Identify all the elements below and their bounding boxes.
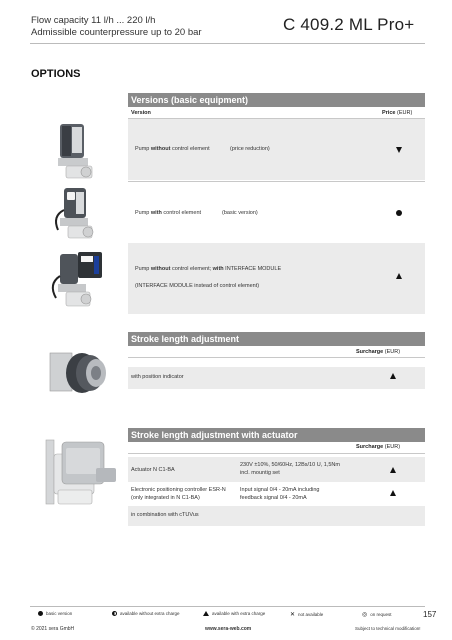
legend-label: basic version — [46, 611, 73, 616]
triangle-up-icon — [396, 273, 404, 281]
actuator-row-2-label-line2: (only integrated in N C1-BA) — [131, 495, 200, 501]
actuator-section-title: Stroke length adjustment with actuator — [128, 428, 425, 442]
header-rule — [30, 43, 425, 44]
stroke-col-surcharge-unit: (EUR) — [384, 349, 401, 355]
stroke-row-1-label: with position indicator — [131, 374, 184, 380]
pump-with-control-image — [44, 184, 110, 244]
actuator-col-surcharge-label: Surcharge — [356, 444, 384, 450]
legend-label: available with extra charge — [212, 611, 266, 616]
versions-section-title: Versions (basic equipment) — [128, 93, 425, 107]
actuator-row-1-desc-line2: incl. mountig set — [240, 470, 280, 476]
header-model-name: C 409.2 ML Pro+ — [283, 15, 415, 34]
triangle-down-icon — [396, 147, 404, 155]
subject-to-modification: Subject to technical modification! — [355, 626, 421, 631]
triangle-up-icon — [203, 611, 209, 616]
versions-row-2-label: Pump with control element — [135, 210, 202, 216]
actuator-image — [40, 432, 124, 512]
options-heading: OPTIONS — [31, 68, 81, 80]
triangle-up-icon — [390, 467, 398, 475]
versions-col-price-label: Price — [382, 110, 396, 116]
versions-col-version-label: Version — [131, 110, 151, 116]
actuator-header-rule — [128, 453, 425, 454]
stroke-col-surcharge — [356, 349, 400, 355]
header-flow-capacity: Flow capacity 11 l/h ... 220 l/h — [31, 15, 156, 26]
actuator-col-surcharge — [356, 444, 400, 450]
website-link[interactable]: www.sera-web.com — [205, 626, 252, 632]
legend-basic-version — [38, 611, 72, 616]
actuator-row-1-desc-line1: 230V ±10%, 50/60Hz, 12Bs/10 U, 1,5Nm — [240, 462, 340, 468]
cross-icon: ✕ — [290, 612, 296, 618]
versions-row-3 — [128, 243, 425, 314]
triangle-up-icon — [390, 490, 398, 498]
header-counterpressure: Admissible counterpressure up to 20 bar — [31, 27, 202, 38]
legend-label: not available — [298, 612, 324, 617]
legend-without-extra-charge — [112, 611, 180, 616]
footer-rule — [30, 606, 425, 607]
versions-col-price — [382, 110, 412, 116]
legend-label: on request — [370, 612, 392, 617]
stroke-header-rule — [128, 357, 425, 358]
copyright: © 2021 sera GmbH — [31, 626, 75, 632]
legend-not-available — [290, 611, 323, 618]
actuator-row-2-desc-line1: Input signal 0/4 - 20mA including — [240, 487, 320, 493]
pump-without-control-image — [44, 118, 110, 184]
page-number: 157 — [423, 610, 437, 619]
actuator-row-2-desc-line2: feedback signal 0/4 - 20mA — [240, 495, 307, 501]
triangle-up-icon — [390, 373, 398, 381]
versions-col-version — [131, 110, 151, 116]
versions-row-divider — [128, 181, 425, 182]
actuator-row-1-label: Actuator N C1-BA — [131, 467, 175, 473]
actuator-row-2-label-line1: Electronic positioning controller ESR-N — [131, 487, 226, 493]
dot-icon — [396, 210, 404, 218]
half-circle-icon — [112, 611, 117, 616]
versions-row-3-note: (INTERFACE MODULE instead of control element) — [135, 283, 260, 289]
actuator-col-surcharge-unit: (EUR) — [384, 444, 401, 450]
stroke-col-surcharge-label: Surcharge — [356, 349, 384, 355]
legend-label: available without extra charge — [120, 611, 180, 616]
actuator-note: in combination with cTUVus — [131, 512, 199, 518]
versions-row-1-note: (price reduction) — [230, 146, 270, 152]
circle-dot-icon: ◎ — [362, 612, 368, 618]
pump-interface-module-image — [44, 248, 110, 318]
versions-row-2-note: (basic version) — [222, 210, 258, 216]
legend-with-extra-charge — [203, 611, 265, 616]
legend-on-request — [362, 611, 392, 618]
stroke-adjustment-knob-image — [44, 343, 118, 403]
dot-icon — [38, 611, 43, 616]
versions-row-1-label: Pump without control element — [135, 146, 210, 152]
versions-col-price-unit: (EUR) — [397, 110, 413, 116]
versions-row-3-label: Pump without control element; with INTERFACE MODULE — [135, 266, 282, 272]
stroke-section-title: Stroke length adjustment — [128, 332, 425, 346]
